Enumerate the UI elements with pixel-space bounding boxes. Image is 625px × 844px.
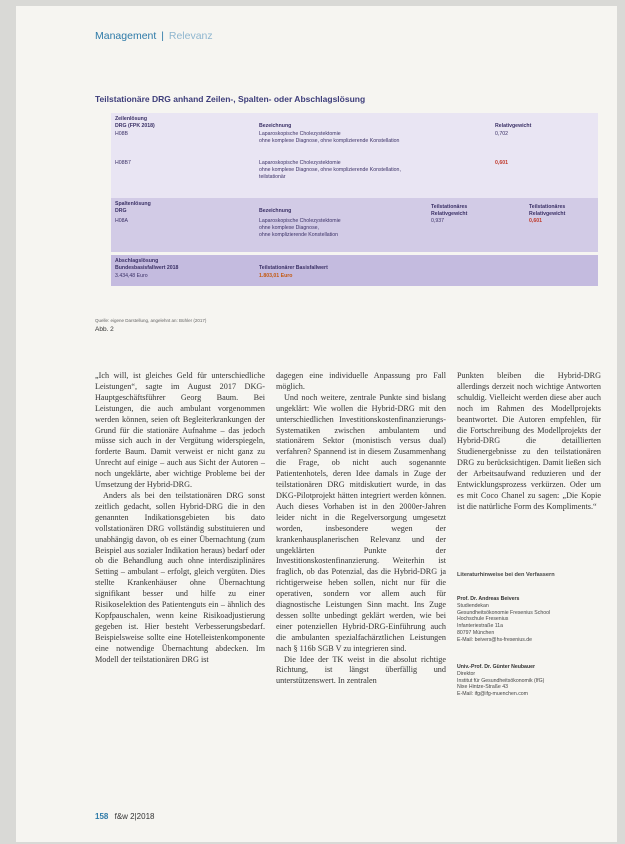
zeilen-row2-bez3: teilstationär [259, 174, 286, 180]
running-header [95, 30, 213, 42]
contact-line: E-Mail: ifg@ifg-muenchen.com [457, 691, 528, 698]
spalten-col-bez: Bezeichnung [259, 208, 292, 214]
spalten-row-rel2: 0,601 [529, 218, 542, 224]
spalten-row-bez2: ohne komplexe Diagnose, [259, 225, 319, 231]
contact-line: Institut für Gesundheitsökonomik (IfG) [457, 677, 545, 684]
text-column-1 [95, 371, 265, 665]
abschlag-val2: 1.803,01 Euro [259, 273, 293, 279]
contact-line: Studiendekan [457, 602, 489, 609]
page-footer [95, 812, 154, 821]
zeilen-col-bez: Bezeichnung [259, 123, 292, 129]
references-note: Literaturhinweise bei den Verfassern [457, 572, 555, 578]
paragraph: Anders als bei den teilstationären DRG sonst zeitlich gedacht, sollen Hybrid-DRG die in den genannten Indikationsgebieten bis dato vollstationären DRG vollständig substituieren und unabhängig davon, ob es einer Übernachtung (zum Beispiel aus sozialer Indikation heraus) bedarf oder ob die Behandlung auch ohne interdisziplinäres Setting – ambulant – erfolgt, gleich vergüten. Dies stellte Krankenhäuser ohne Übernachtung signifikant besser und hilfe zu einer Risikoselektion des Patientenguts ein – ähnlich des Kopfpauschalen, wenn keine Risikoadjustierung gegeben ist. Hier besteht Verbesserungsbedarf. Beispielsweise sollte eine Hotelleistenkomponente eine notwendige Übernachtung abdecken. Im Modell der teilstationären DRG ist [95, 490, 265, 664]
zeilen-row2-bez1: Laparoskopische Cholezystektomie [259, 160, 341, 166]
contact-line: Infanteriestraße 11a [457, 623, 504, 630]
text-column-2 [276, 371, 446, 687]
spalten-col-rel2: Teilstationäres Relativgewicht [529, 204, 566, 217]
zeilen-row1-rel: 0,702 [495, 131, 508, 137]
author-1-contact [457, 596, 601, 644]
spalten-row-drg: H08A [115, 218, 128, 224]
magazine-issue: f&w 2|2018 [114, 812, 155, 821]
abschlag-col2: Teilstationärer Basisfallwert [259, 265, 328, 271]
author-2-name: Univ.-Prof. Dr. Günter Neubauer [457, 664, 536, 670]
zeilen-col-rel: Relativgewicht [495, 123, 532, 129]
zeilen-row1-drg: H08B [115, 131, 128, 137]
paragraph: dagegen eine individuelle Anpassung pro Fall möglich. [276, 371, 446, 391]
spalten-row-rel1: 0,937 [431, 218, 444, 224]
zeilen-col-drg: DRG (FPK 2018) [115, 123, 155, 129]
figure-caption: Abb. 2 [95, 326, 114, 333]
spalten-row-bez3: ohne komplizierende Konstellation [259, 232, 339, 238]
zeilen-row2-rel: 0,601 [495, 160, 508, 166]
spalten-heading: Spaltenlösung [115, 201, 151, 207]
paragraph: Die Idee der TK weist in die absolut richtige Richtung, ist längst überfällig und unterstützenswert. In zentralen [276, 654, 446, 686]
paragraph: Punkten bleiben die Hybrid-DRG allerdings derzeit noch wichtige Antworten schuldig. Vielleicht werden diese aber auch noch im Rahmen des Modellprojekts beantwortet. Die Autoren empfehlen, für die Fortschreibung des Modellprojekts der Hybrid-DRG die detaillierten Studienergebnisse zu den teilstationären DRG zu berücksichtigen. Damit ließen sich der Arbeitsaufwand reduzieren und der Entwicklungsprozess verkürzen. Oder um es mit Coco Chanel zu sagen: „Die Kopie ist die natürliche Form des Kompliments.“ [457, 371, 601, 511]
contact-line: Gesundheitsökonomie Fresenius School [457, 609, 551, 616]
contact-line: Nixe Hintze-Straße 43 [457, 684, 509, 691]
zeilen-heading: Zeilenlösung [115, 116, 147, 122]
spalten-col-drg: DRG [115, 208, 127, 214]
abschlag-val1: 3.434,48 Euro [115, 273, 148, 279]
paragraph: „Ich will, ist gleiches Geld für unterschiedliche Leistungen“, sagte im August 2017 DKG-Hauptgeschäftsführer Georg Baum. Bei Leistungen, die auch ambulant vorgenommen werden können, seien oft Begleiterkrankungen der Grund für die stationäre Aufnahme – das jedoch müsse sich auch in der Vergütung widerspiegeln, forderte Baum. Damit verweist er nicht ganz zu Unrecht auf einige – auch aus Sicht der Autoren – noch ungeklärte, aber wichtige Probleme bei der Umsetzung der Hybrid-DRG. [95, 371, 265, 490]
zeilen-row2-bez2: ohne komplexe Diagnose, ohne komplizierende Konstellation, [259, 167, 401, 173]
figure-title: Teilstationäre DRG anhand Zeilen-, Spalten- oder Abschlagslösung [95, 94, 366, 104]
text-column-3 [457, 371, 601, 513]
author-1-name: Prof. Dr. Andreas Beivers [457, 596, 520, 602]
contact-line: Direktor [457, 670, 476, 677]
page-number: 158 [95, 812, 109, 821]
zeilen-row1-bez2: ohne komplexe Diagnose, ohne komplizierende Konstellation [259, 138, 400, 144]
header-separator: | [161, 30, 164, 42]
magazine-page [16, 6, 617, 842]
contact-line: E-Mail: beivers@hs-fresenius.de [457, 636, 533, 643]
figure-source: Quelle: eigene Darstellung, angelehnt an: Bühler (2017) [95, 318, 207, 323]
paragraph: Und noch weitere, zentrale Punkte sind bislang ungeklärt: Wie wollen die Hybrid-DRG mit den unterschiedlichen Investitionskostenfinanzierungs-Systematiken zwischen ambulantem und stationärem Sektor (monistisch versus dual) verfahren? Spannend ist in diesem Zusammenhang die Frage, ob nicht auch sogenannte Patientenhotels, deren Idee damals in Zuge der teilstationären DRG mitdiskutiert wurde, in das DKG-Pilotprojekt hätten integriert werden können. Auch dieses Vorhaben ist in den 2000er-Jahren leider nicht in die Regelversorgung umgesetzt worden, insbesondere wegen der krankenhausplanerischen Relevanz und der ungeklärten Punkte der Investitionskostenfinanzierung. Weiterhin ist fraglich, ob das Potenzial, das die Hybrid-DRG ja richtigerweise heben sollen, nicht nur für die operativen, sondern vor allem auch für diagnostische Leistungen Sinn macht. Ins Zuge dessen sollte unbedingt geklärt werden, wie bei einer potenziellen Hybrid-DRG-Einführung auch die ambulanten spezialfachärztlichen Leistungen nach § 116b SGB V zu integrieren sind. [276, 392, 446, 653]
author-2-contact [457, 664, 601, 698]
contact-line: 80797 München [457, 629, 495, 636]
spalten-col-rel1: Teilstationäres Relativgewicht [431, 204, 468, 217]
abschlag-section [111, 252, 598, 286]
spalten-section [111, 198, 598, 252]
drg-table [111, 113, 598, 286]
abschlag-heading: Abschlagslösung [115, 258, 159, 264]
abschlag-col1: Bundesbasisfallwert 2018 [115, 265, 179, 271]
section-name: Management [95, 30, 157, 42]
subsection-name: Relevanz [168, 30, 213, 42]
spalten-row-bez1: Laparoskopische Cholezystektomie [259, 218, 341, 224]
zeilen-row2-drg: H08B7 [115, 160, 131, 166]
zeilen-section [111, 113, 598, 198]
contact-line: Hochschule Fresenius [457, 616, 509, 623]
zeilen-row1-bez1: Laparoskopische Cholezystektomie [259, 131, 341, 137]
